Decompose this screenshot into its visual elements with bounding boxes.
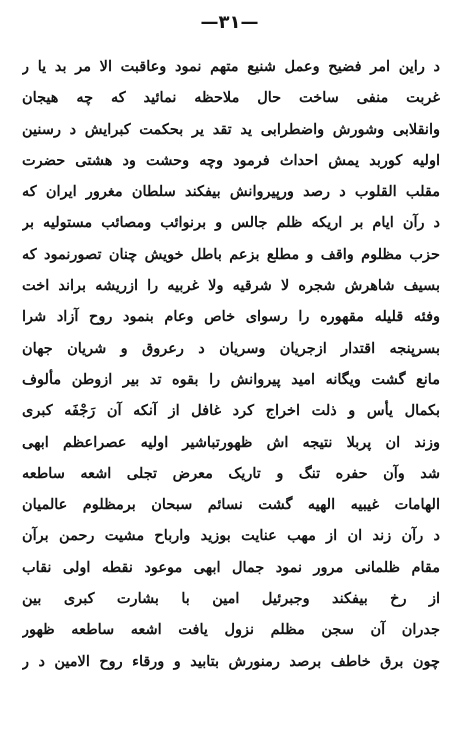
text-line: از رخ بیفکند وجبرئیل امین با بشارت کبری بین: [22, 590, 440, 608]
text-line: د رآن زند ان از مهب عنایت بوزید وارباح مشیت رحمن برآن: [22, 527, 440, 545]
text-line: مقلب القلوب د رصد ورپیروانش بیفکند سلطان مغرور ایران که: [22, 183, 440, 201]
body-text: [22, 51, 440, 677]
text-line: مقام ظلمانی مرور نمود جمال ابهی موعود نقطه اولی نقاب: [22, 558, 440, 576]
text-line: بکمال یأس و ذلت اخراج کرد غافل از آنکه آن رَجْفَه کبری: [22, 402, 440, 420]
text-line: چون برق خاطف برصد رمنورش بتابید و ورقاء روح الامین د ر: [22, 652, 440, 670]
text-line: د رآن ایام بر اریکه ظلم جالس و برنوائب ومصائب مستولیه بر: [22, 214, 440, 232]
page-number: —٣١—: [200, 12, 259, 33]
text-line: وانقلابی وشورش واضطرابی ید تقد یر بحکمت کبرایش د رسنین: [22, 120, 440, 138]
text-line: اولیه کوربد یمش احداث فرمود وچه وحشت ود هشتی حضرت: [22, 151, 440, 169]
text-line: الهامات غیبیه الهیه گشت نسائم سبحان برمظلوم عالمیان: [22, 496, 440, 514]
text-line: مانع گشت ویگانه امید پیروانش را بقوه تد بیر ازوطن مألوف: [22, 370, 440, 388]
text-line: د راین امر فضیح وعمل شنیع متهم نمود وعاقبت الا مر بد یا ر: [22, 58, 440, 75]
text-line: بسیف شاهرش شجره لا شرقیه ولا غربیه را ازریشه براند اخت: [22, 277, 440, 295]
text-line: بسرپنجه اقتدار ازجریان وسریان د رعروق و شریان جهان: [22, 339, 440, 357]
text-line: وفئه قلیله مقهوره را رسوای خاص وعام بنمود روح آزاد شرا: [22, 308, 440, 326]
text-line: حزب مظلوم واقف و مطلع بزعم باطل خویش چنان تصورنمود که: [22, 245, 440, 263]
text-line: غربت منفی ساخت حال ملاحظه نمائید که چه هیجان: [22, 89, 440, 107]
text-line: شد وآن حفره تنگ و تاریک معرض تجلی اشعه ساطعه: [22, 464, 440, 482]
text-line: وزند ان پربلا نتیجه اش ظهورتباشیر اولیه عصراعظم ابهی: [22, 433, 440, 451]
text-line: جدران آن سجن مظلم نزول یافت اشعه ساطعه ظهور: [22, 621, 440, 639]
